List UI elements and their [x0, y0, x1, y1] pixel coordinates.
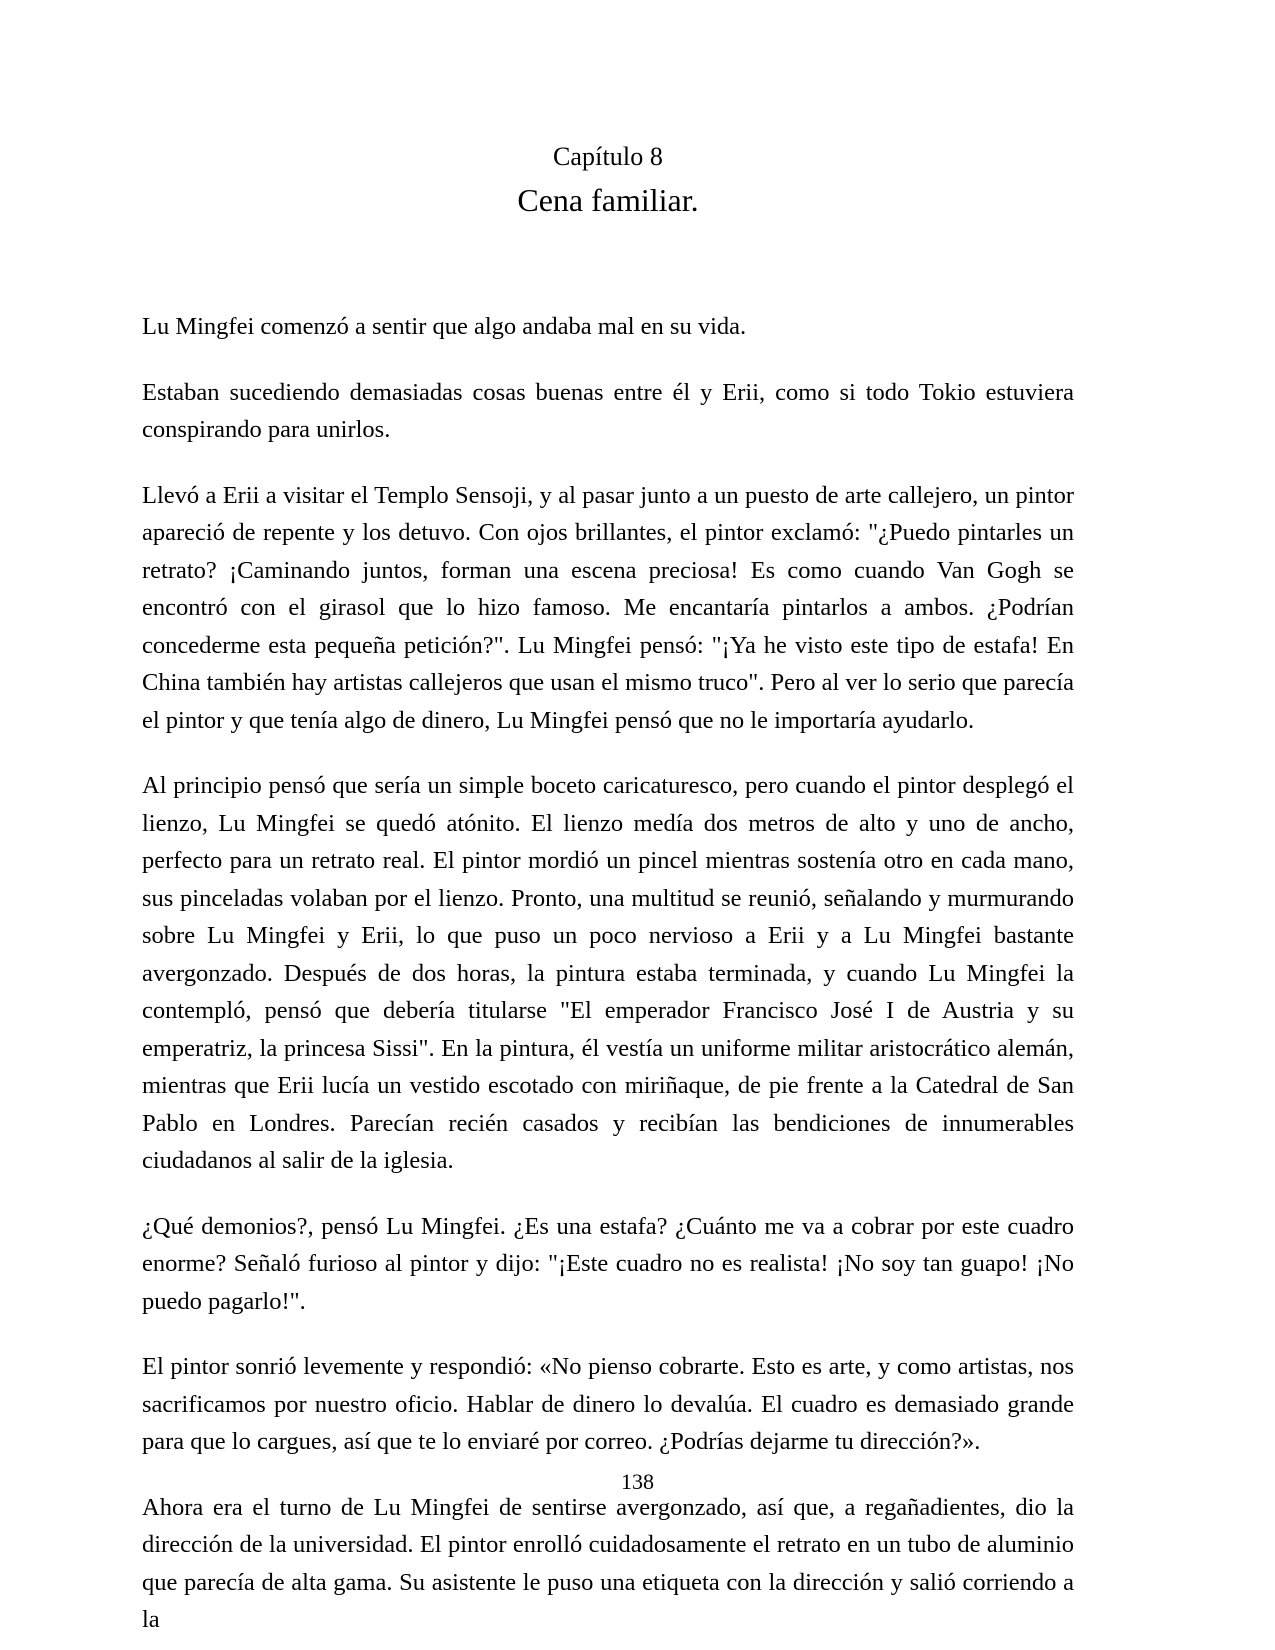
chapter-heading: [142, 140, 1074, 222]
paragraph: Lu Mingfei comenzó a sentir que algo andaba mal en su vida.: [142, 313, 747, 340]
body-text: [142, 308, 1074, 1639]
page-number: 138: [621, 1469, 654, 1494]
chapter-title: Cena familiar.: [517, 182, 699, 218]
paragraph: Al principio pensó que sería un simple boceto caricaturesco, pero cuando el pintor desplegó el lienzo, Lu Mingfei se quedó atónito. El lienzo medía dos metros de alto y uno de ancho, perfecto para un retrato real. El pintor mordió un pincel mientras sostenía otro en cada mano, sus pinceladas volaban por el lienzo. Pronto, una multitud se reunió, señalando y murmurando sobre Lu Mingfei y Erii, lo que puso un poco nervioso a Erii y a Lu Mingfei bastante avergonzado. Después de dos horas, la pintura estaba terminada, y cuando Lu Mingfei la contempló, pensó que debería titularse "El emperador Francisco José I de Austria y su emperatriz, la princesa Sissi". En la pintura, él vestía un uniforme militar aristocrático alemán, mientras que Erii lucía un vestido escotado con miriñaque, de pie frente a la Catedral de San Pablo en Londres. Parecían recién casados y recibían las bendiciones de innumerables ciudadanos al salir de la iglesia.: [142, 772, 1074, 1174]
paragraph: El pintor sonrió levemente y respondió: «No pienso cobrarte. Esto es arte, y como artistas, nos sacrificamos por nuestro oficio. Hablar de dinero lo devalúa. El cuadro es demasiado grande para que lo cargues, así que te lo enviaré por correo. ¿Podrías dejarme tu dirección?».: [142, 1353, 1074, 1455]
chapter-label: Capítulo 8: [552, 142, 664, 171]
page-content: [142, 0, 1074, 1639]
paragraph: Llevó a Erii a visitar el Templo Sensoji, y al pasar junto a un puesto de arte callejero, un pintor apareció de repente y los detuvo. Con ojos brillantes, el pintor exclamó: "¿Puedo pintarles un retrato? ¡Caminando juntos, forman una escena preciosa! Es como cuando Van Gogh se encontró con el girasol que lo hizo famoso. Me encantaría pintarlos a ambos. ¿Podrían concederme esta pequeña petición?". Lu Mingfei pensó: "¡Ya he visto este tipo de estafa! En China también hay artistas callejeros que usan el mismo truco". Pero al ver lo serio que parecía el pintor y que tenía algo de dinero, Lu Mingfei pensó que no le importaría ayudarlo.: [142, 481, 1074, 734]
paragraph: Estaban sucediendo demasiadas cosas buenas entre él y Erii, como si todo Tokio estuviera conspirando para unirlos.: [142, 378, 1074, 443]
paragraph: ¿Qué demonios?, pensó Lu Mingfei. ¿Es una estafa? ¿Cuánto me va a cobrar por este cuadro enorme? Señaló furioso al pintor y dijo: "¡Este cuadro no es realista! ¡No soy tan guapo! ¡No puedo pagarlo!".: [142, 1212, 1074, 1315]
paragraph: Ahora era el turno de Lu Mingfei de sentirse avergonzado, así que, a regañadientes, dio la dirección de la universidad. El pintor enrolló cuidadosamente el retrato en un tubo de aluminio que parecía de alta gama. Su asistente le puso una etiqueta con la dirección y salió corriendo a la: [142, 1493, 1074, 1633]
